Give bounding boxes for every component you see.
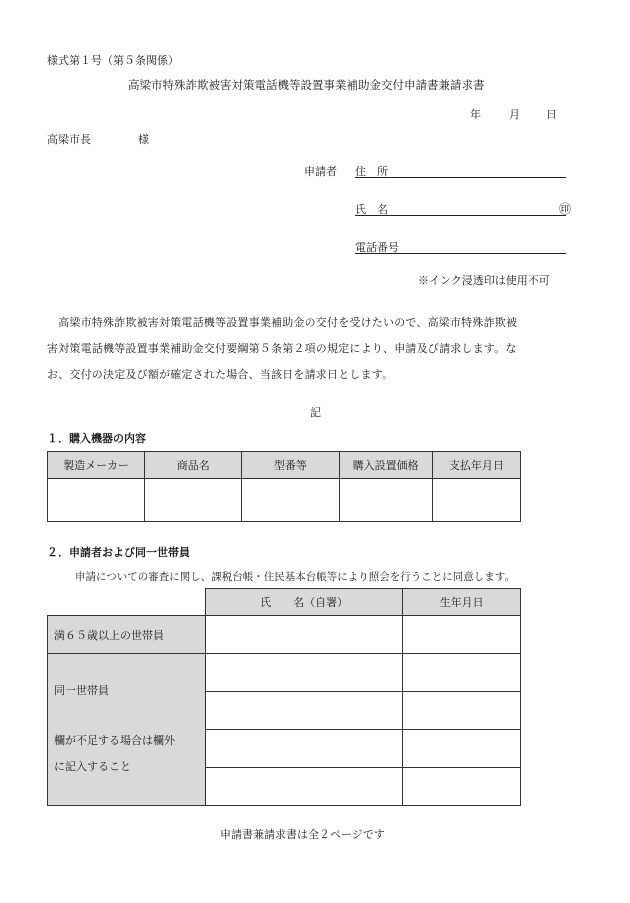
body-line-3: お、交付の決定及び額が確定された場合、当該日を請求日とします。	[47, 368, 394, 381]
form-number: 様式第１号（第５条関係）	[47, 54, 179, 67]
section1-heading: １．購入機器の内容	[47, 432, 146, 445]
address-label: 住 所	[355, 165, 388, 178]
cell-product-name[interactable]	[145, 479, 242, 522]
household-label: 同一世帯員	[54, 684, 109, 697]
name-field[interactable]	[355, 215, 566, 216]
household-note-2: に記入すること	[54, 760, 131, 773]
col-manufacturer: 製造メーカー	[48, 452, 145, 479]
body-line-2: 害対策電話機等設置事業補助金交付要綱第５条第２項の規定により、申請及び請求します。な	[47, 342, 517, 355]
date-day: 日	[546, 108, 557, 121]
phone-label: 電話番号	[355, 241, 399, 254]
row-label-over65	[48, 616, 206, 654]
col-price: 購入設置価格	[339, 452, 432, 479]
addressee-honorific: 様	[138, 133, 149, 146]
name-label: 氏 名	[355, 203, 388, 216]
section2-heading: ２．申請者および同一世帯員	[47, 546, 190, 559]
household-name-cell-2[interactable]	[205, 692, 402, 730]
body-line-1: 高梁市特殊詐欺被害対策電話機等設置事業補助金の交付を受けたいので、高梁市特殊詐欺被	[47, 316, 518, 329]
col-model: 型番等	[242, 452, 339, 479]
over65-label: 満６５歳以上の世帯員	[54, 628, 164, 642]
household-note-1: 欄が不足する場合は欄外	[54, 734, 175, 747]
addressee-name: 高梁市長	[47, 133, 91, 146]
col-birthdate: 生年月日	[403, 589, 521, 616]
household-birth-cell-4[interactable]	[403, 768, 521, 806]
cell-price[interactable]	[339, 479, 432, 522]
cell-model[interactable]	[242, 479, 339, 522]
col-name-signature: 氏 名（自署）	[205, 589, 402, 616]
household-birth-cell-3[interactable]	[403, 730, 521, 768]
household-name-cell-4[interactable]	[205, 768, 402, 806]
col-payment-date: 支払年月日	[432, 452, 520, 479]
address-field[interactable]	[355, 177, 566, 178]
date-year: 年	[470, 108, 481, 121]
ink-stamp-note: ※インク浸透印は使用不可	[418, 274, 550, 287]
applicant-label: 申請者	[304, 165, 337, 178]
phone-field[interactable]	[355, 253, 566, 254]
page-title: 高梁市特殊詐欺被害対策電話機等設置事業補助金交付申請書兼請求書	[128, 78, 485, 92]
cell-manufacturer[interactable]	[48, 479, 145, 522]
over65-name-cell[interactable]	[205, 616, 402, 654]
cell-payment-date[interactable]	[432, 479, 520, 522]
seal-mark: ㊞	[559, 202, 572, 216]
household-name-cell-3[interactable]	[205, 730, 402, 768]
household-birth-cell-2[interactable]	[403, 692, 521, 730]
ki-heading: 記	[310, 406, 321, 419]
consent-text: 申請についての審査に関し、課税台帳・住民基本台帳等により照会を行うことに同意します。	[75, 571, 515, 583]
row-label-household	[48, 654, 206, 806]
household-name-cell-1[interactable]	[205, 654, 402, 692]
body-text	[47, 310, 587, 388]
purchase-table	[47, 451, 521, 522]
corner-cell	[48, 589, 206, 616]
household-table	[47, 588, 521, 806]
date-month: 月	[509, 108, 520, 121]
household-birth-cell-1[interactable]	[403, 654, 521, 692]
over65-birth-cell[interactable]	[403, 616, 521, 654]
footer-note: 申請書兼請求書は全２ページです	[220, 828, 385, 841]
col-product-name: 商品名	[145, 452, 242, 479]
